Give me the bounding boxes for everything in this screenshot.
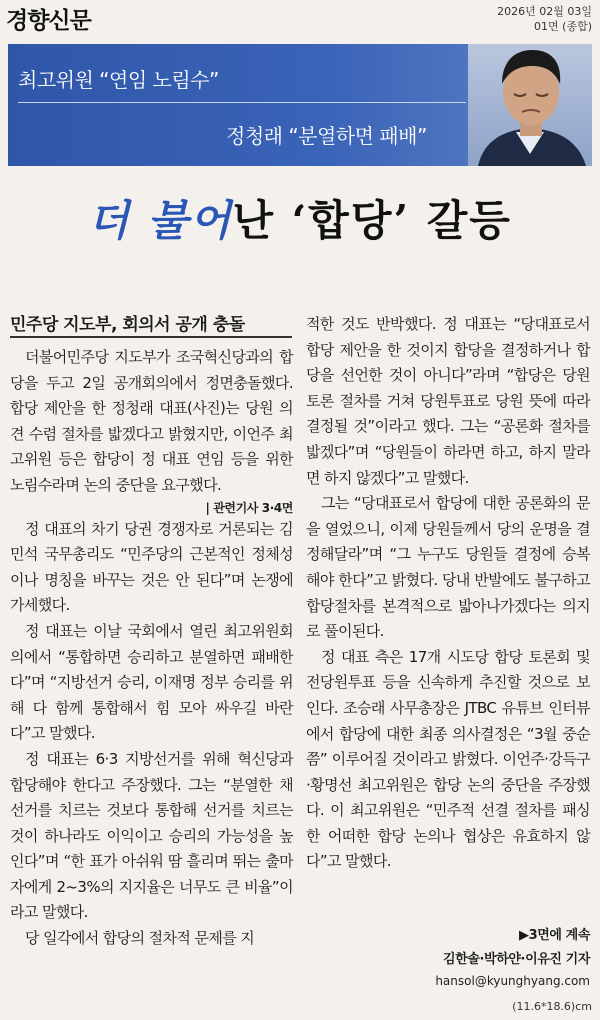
banner-divider (18, 102, 466, 103)
article-paragraph: 그는 “당대표로서 합당에 대한 공론화의 문을 열었으니, 이제 당원들께서 당의 운명을 결정해달라”며 “그 누구도 당원들 결정에 승복해야 한다”고 밝혔다. 당내 반발에도 불구하고 합당절차를 본격적으로 밟아나가겠다는 의지로 풀이된다. (306, 494, 590, 641)
portrait-illustration (468, 44, 592, 166)
article-paragraph: 더불어민주당 지도부가 조국혁신당과의 합당을 두고 2일 공개회의에서 정면충돌했다. 합당 제안을 한 정청래 대표(사진)는 당원 의견 수렴 절차를 밟겠다고 밝혔지만, 이언주 최고위원 등은 합당이 정 대표 연임 등을 위한 노림수라며 논의 중단을 요구했다. (10, 348, 293, 494)
article-column-left (10, 345, 293, 952)
article-column-right (306, 312, 590, 875)
article-paragraph: 적한 것도 반박했다. 정 대표는 “당대표로서 합당 제안을 한 것이지 합당을 결정하거나 합당을 선언한 것이 아니다”라며 “합당은 당원 토론 절차를 거쳐 당원투표로 당원 뜻에 따라 결정될 것”이라고 했다. 그는 “공론화 절차를 밟겠다”며 “당원들이 하라면 하고, 하지 말라면 하지 않겠다”고 말했다. (306, 315, 590, 487)
issue-date: 2026년 02월 03일 (497, 5, 592, 18)
sub-headline: 민주당 지도부, 회의서 공개 충돌 (10, 315, 245, 335)
banner-quote-1: 최고위원 “연임 노림수” (18, 68, 219, 92)
article-paragraph: 정 대표는 이날 국회에서 열린 최고위원회의에서 “통합하면 승리하고 분열하면 패배한다”며 “지방선거 승리, 이재명 정부 승리를 위해 다 함께 통합해서 힘 모아 싸우길 바란다”고 말했다. (10, 621, 293, 743)
article-paragraph: 당 일각에서 합당의 절차적 문제를 지 (25, 929, 255, 948)
continued-note: ▶3면에 계속 (518, 928, 590, 943)
headline-banner (8, 44, 592, 166)
related-articles-note: | 관련기사 3·4면 (205, 500, 293, 515)
main-headline (0, 188, 600, 248)
portrait-photo (468, 44, 592, 166)
article-paragraph: 정 대표는 6·3 지방선거를 위해 혁신당과 합당해야 한다고 주장했다. 그는 “분열한 채 선거를 치르는 것보다 통합해 선거를 치르는 것이 하나라도 이익이고 승리의 가능성을 높인다”며 “한 표가 아쉬워 땀 흘리며 뛰는 출마자에게 2~3%의 지지율은 너무도 큰 비율”이라고 말했다. (10, 749, 293, 922)
headline-dark-part: 난 ‘합당’ 갈등 (232, 196, 512, 245)
byline: 김한솔·박하얀·이유진 기자 (443, 952, 590, 967)
newspaper-masthead: 경향신문 (6, 7, 91, 34)
reporter-email: hansol@kyunghyang.com (435, 974, 590, 988)
dateline (497, 4, 592, 34)
article-size-note: (11.6*18.6)cm (512, 1000, 592, 1013)
banner-quote-2: 정청래 “분열하면 패배” (226, 124, 427, 148)
article-paragraph: 정 대표의 차기 당권 경쟁자로 거론되는 김민석 국무총리도 “민주당의 근본적인 정체성이나 명칭을 바꾸는 것은 안 된다”며 논쟁에 가세했다. (10, 519, 293, 615)
headline-blue-part: 더 불어 (88, 196, 233, 245)
article-paragraph: 정 대표 측은 17개 시도당 합당 토론회 및 전당원투표 등을 신속하게 추진할 것으로 보인다. 조승래 사무총장은 JTBC 유튜브 인터뷰에서 합당에 대한 최종 의사결정은 “3월 중순쯤” 이루어질 것이라고 밝혔다. 이언주·강득구·황명선 최고위원은 합당 논의 중단을 주장했다. 이 최고위원은 “민주적 선결 절차를 패싱한 어떠한 합당 논의나 협상은 유효하지 않다”고 말했다. (306, 647, 590, 871)
sub-headline-rule (10, 336, 292, 338)
page-number: 01면 (종합) (534, 20, 592, 33)
